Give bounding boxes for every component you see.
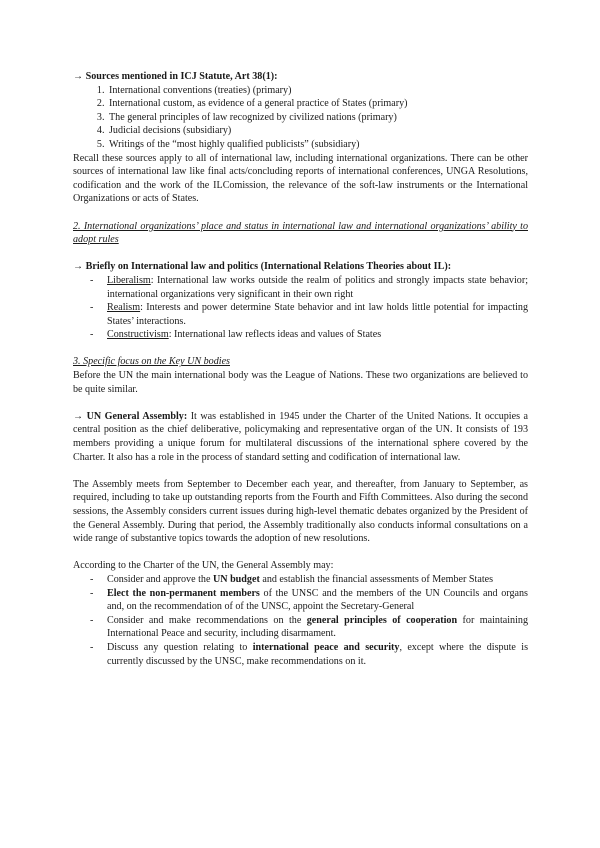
power-bold: Elect the non-permanent members	[107, 587, 260, 599]
list-item	[73, 274, 528, 301]
list-item	[73, 328, 528, 342]
power-text: Consider and make recommendations on the	[107, 614, 307, 626]
power-bold: general principles of cooperation	[306, 614, 458, 626]
power-bold: UN budget	[212, 573, 260, 585]
section-3-heading: 3. Specific focus on the Key UN bodies	[73, 356, 230, 368]
list-item	[73, 301, 528, 328]
sources-recall-paragraph: Recall these sources apply to all of international law, including international organizations. There can be other sources of international law like final acts/concluding reports of international conferences, UNGA Resolutions, codification and the work of the ILComission, the relevance of the soft-law instruments or the International Organizations or acts of States.	[73, 152, 528, 205]
unga-heading: → UN General Assembly:	[73, 410, 188, 422]
theory-text: : International law reflects ideas and values of States	[168, 329, 382, 341]
section-3-intro: Before the UN the main international body was the League of Nations. These two organizations are believed to be quite similar.	[73, 370, 528, 395]
sources-list	[73, 84, 528, 152]
power-bold: international peace and security	[252, 641, 400, 653]
list-item	[73, 573, 528, 587]
power-text: and establish the financial assessments of Member States	[259, 573, 494, 585]
list-item: 3. The general principles of law recognized by civilized nations (primary)	[107, 111, 528, 125]
power-text: Discuss any question relating to	[107, 641, 253, 653]
list-item	[73, 641, 528, 668]
sources-heading: → Sources mentioned in ICJ Statute, Art 38(1):	[73, 71, 278, 82]
list-item: 5. Writings of the “most highly qualified publicists” (subsidiary)	[107, 138, 528, 152]
theory-term: Liberalism	[107, 274, 151, 286]
power-text: Consider and approve the	[107, 573, 213, 585]
unga-paragraph-1	[73, 410, 528, 464]
list-item	[73, 614, 528, 641]
theory-text: : Interests and power determine State behavior and int law holds little potential for impacting States’ interactions.	[107, 302, 528, 327]
theory-text: : International law works outside the realm of politics and strongly impacts state behavior; international organizations very significant in their own right	[107, 274, 528, 300]
theory-term: Realism	[107, 302, 141, 314]
politics-heading: → Briefly on International law and politics (International Relations Theories about IL):	[73, 261, 452, 273]
ga-powers-list	[73, 573, 528, 668]
list-item: 2. International custom, as evidence of a general practice of States (primary)	[107, 97, 528, 111]
theories-list	[73, 274, 528, 342]
list-item: 1. International conventions (treaties) (primary)	[107, 84, 528, 98]
unga-paragraph-2: The Assembly meets from September to December each year, and thereafter, from January to September, as required, including to take up outstanding reports from the Fourth and Fifth Committees. Also during the second sessions, the Assembly considers current issues during high-level thematic debates organized by the President of the General Assembly. During that period, the Assembly traditionally also conducts informal consultations on a wide range of substantive topics towards the adoption of new resolutions.	[73, 478, 528, 545]
list-item	[73, 587, 528, 614]
power-text: , except where the dispute is currently discussed by the UNSC, make recommendations on it.	[107, 641, 529, 667]
power-text: of the UNSC and the members of the UN Councils and organs and, on the recommendation of of the UNSC, appoint the Secretary-General	[107, 587, 528, 613]
section-2-heading: 2. International organizations’ place and status in international law and international organizations’ ability to adopt rules	[73, 220, 528, 246]
list-item: 4. Judicial decisions (subsidiary)	[107, 124, 528, 138]
theory-term: Constructivism	[107, 329, 169, 341]
charter-intro: According to the Charter of the UN, the General Assembly may:	[73, 560, 334, 572]
power-text: for maintaining International Peace and security, including disarmament.	[107, 614, 528, 640]
document-page	[73, 70, 528, 668]
unga-para-1-text: It was established in 1945 under the Charter of the United Nations. It occupies a central position as the chief deliberative, policymaking and representative organ of the UN. It consists of 193 members providing a unique forum for multilateral discussions of the international sphere covered by the Charter. It also has a role in the process of standard setting and codification of international law.	[73, 410, 528, 463]
